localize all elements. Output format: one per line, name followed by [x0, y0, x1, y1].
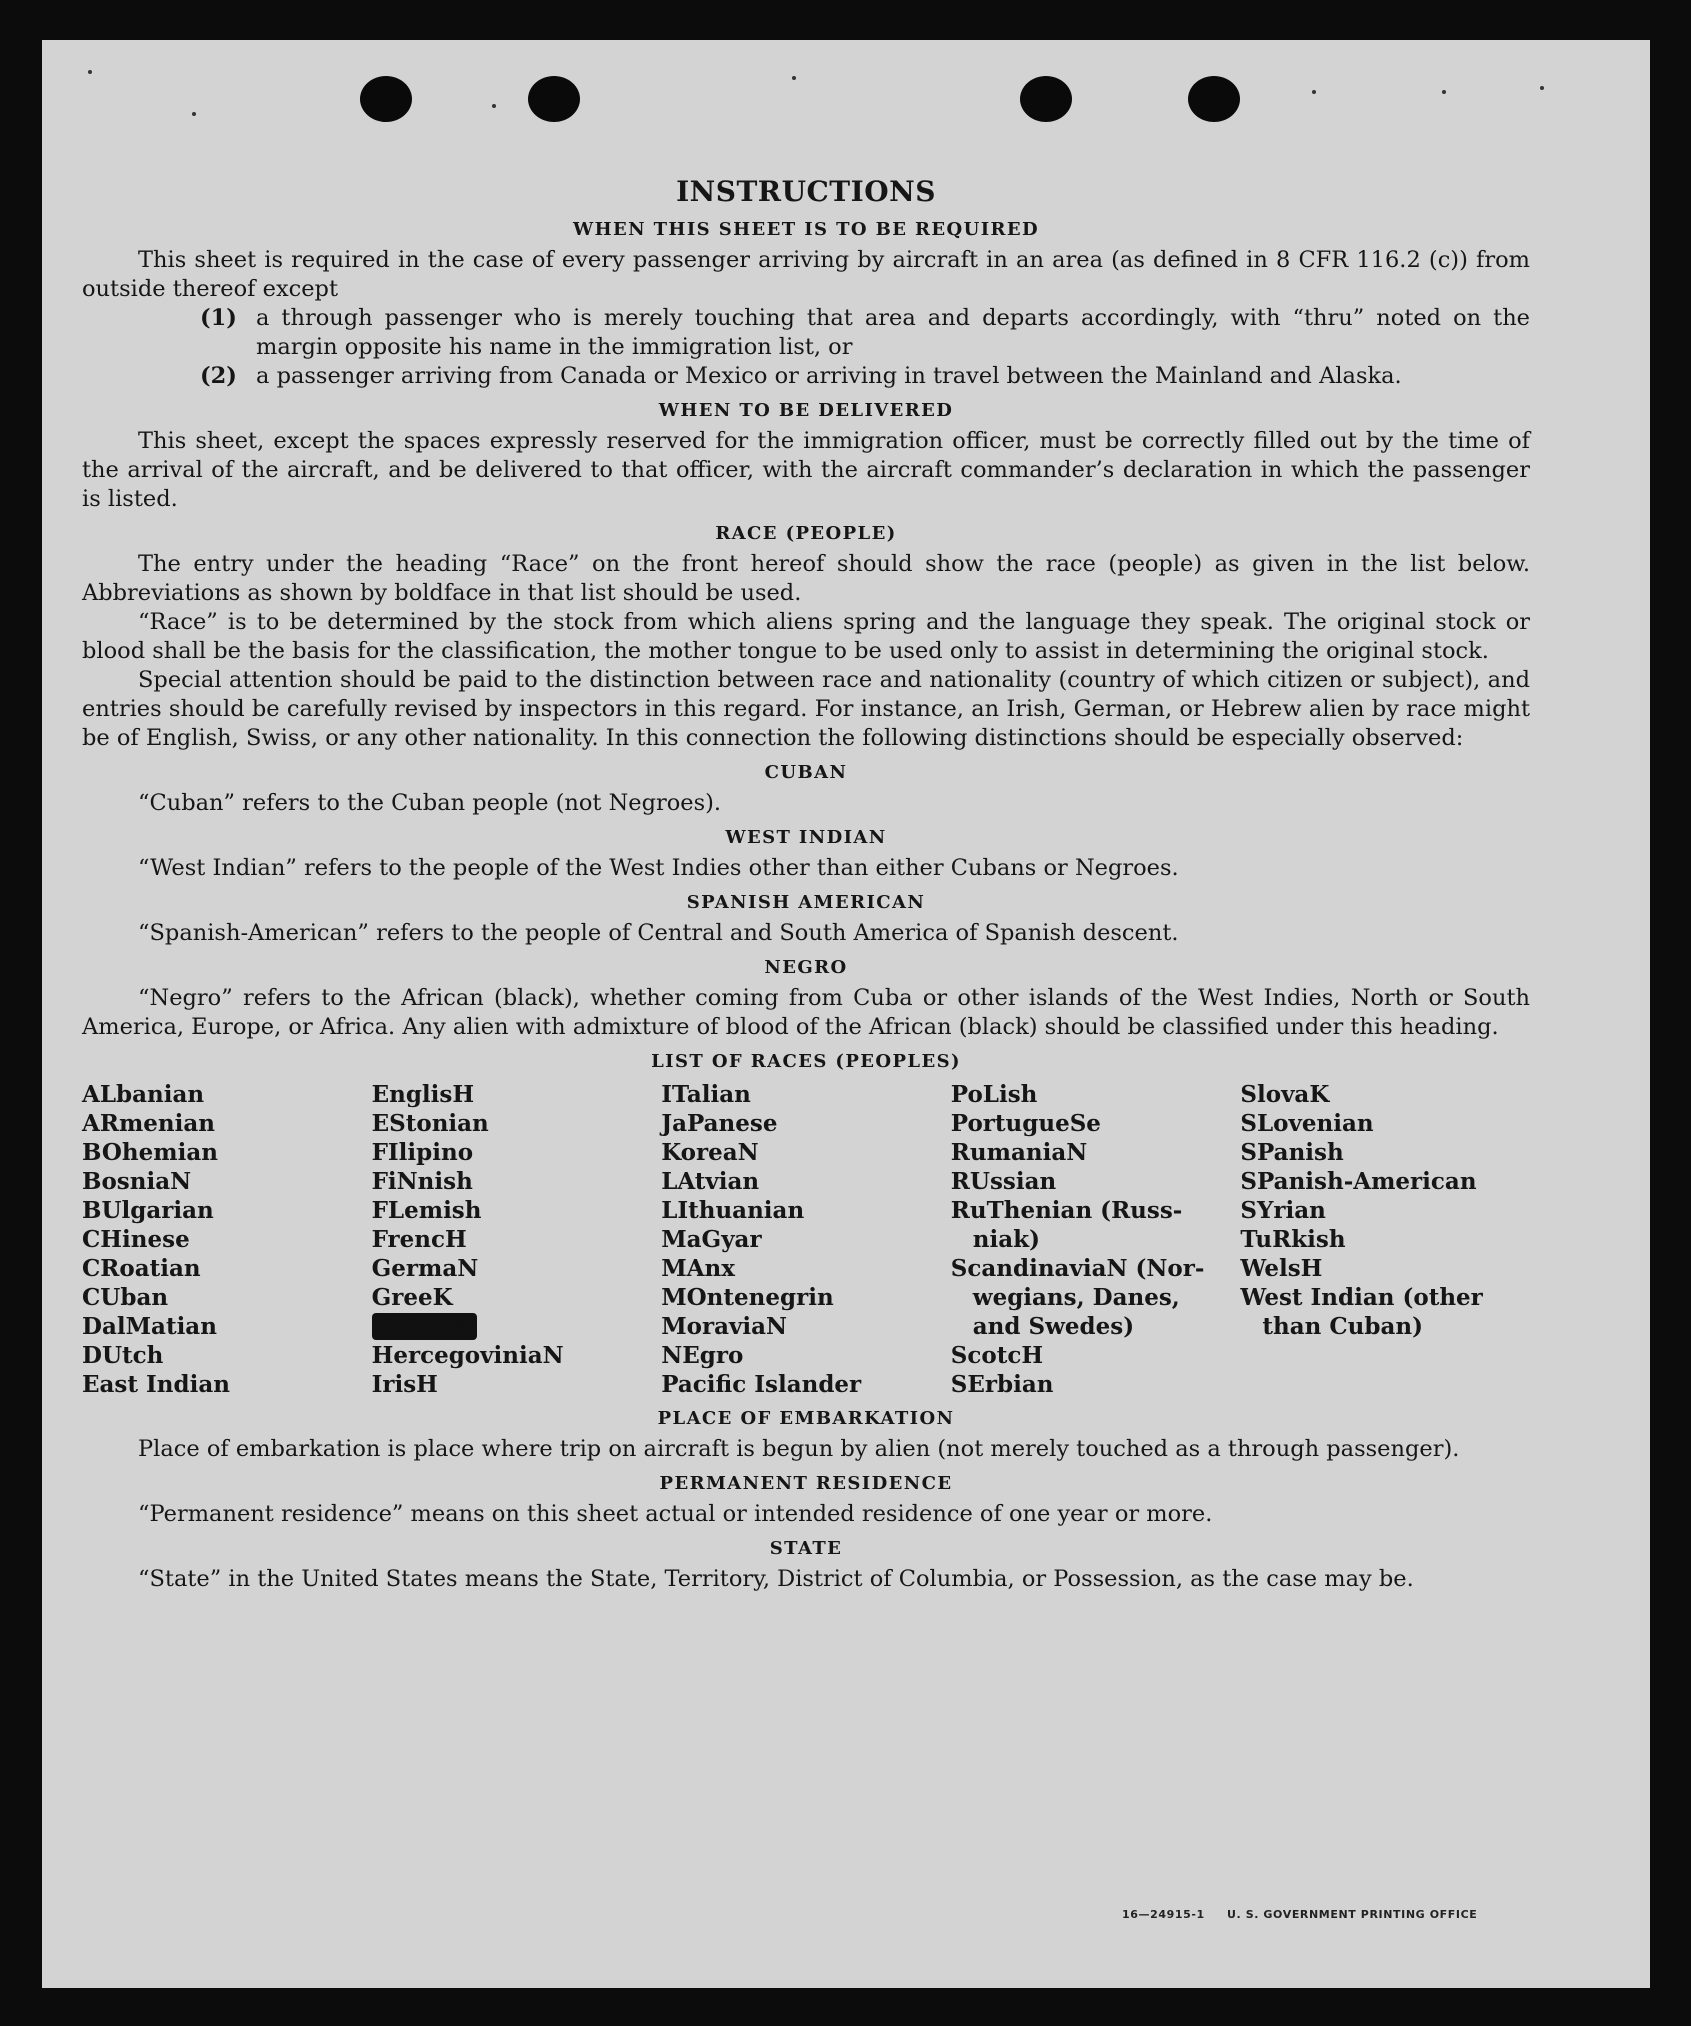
speck	[1442, 90, 1446, 94]
race-entry: NEgro	[661, 1342, 744, 1369]
race-entry: WelsH	[1240, 1255, 1323, 1282]
heading-race: RACE (PEOPLE)	[715, 523, 897, 544]
race-entry: HercegoviniaN	[371, 1342, 564, 1369]
heading-required: WHEN THIS SHEET IS TO BE REQUIRED	[572, 219, 1040, 240]
race-entry: CUban	[82, 1284, 169, 1311]
ink-smear: HebreW	[371, 1313, 477, 1340]
race-entry: EStonian	[371, 1110, 489, 1137]
race-entry: MaGyar	[661, 1226, 762, 1253]
race-entry: FLemish	[371, 1197, 482, 1224]
race-entry: ARmenian	[82, 1110, 216, 1137]
speck	[1540, 86, 1544, 90]
state-text: “State” in the United States means the State, Territory, District of Columbia, or Possession, as the case may be.	[138, 1566, 1414, 1592]
race-entry: West Indian (other	[1240, 1284, 1483, 1311]
race-entry: LIthuanian	[661, 1197, 805, 1224]
item-number: (2)	[200, 363, 237, 389]
race-entry: SYrian	[1240, 1197, 1326, 1224]
races-column-2	[372, 1080, 662, 1399]
race-entry-continued: niak)	[972, 1226, 1040, 1253]
race-entry: RUssian	[950, 1168, 1057, 1195]
race-entry: FrencH	[371, 1226, 467, 1253]
race-entry: GreeK	[371, 1284, 453, 1311]
required-intro: This sheet is required in the case of every passenger arriving by aircraft in an area (as defined in 8 CFR 116.2 (c)) from outside thereof except	[82, 247, 1530, 302]
punch-hole	[1020, 76, 1072, 122]
heading-list-of-races: LIST OF RACES (PEOPLES)	[651, 1051, 961, 1072]
heading-residence: PERMANENT RESIDENCE	[659, 1473, 953, 1494]
west-indian-text: “West Indian” refers to the people of the West Indies other than either Cubans or Negroes.	[138, 855, 1179, 881]
race-entry: EnglisH	[371, 1081, 475, 1108]
speck	[192, 112, 196, 116]
list-item	[82, 362, 1530, 391]
heading-cuban: CUBAN	[764, 762, 848, 783]
race-entry: FIlipino	[371, 1139, 474, 1166]
race-entry: RuThenian (Russ-	[950, 1197, 1183, 1224]
race-entry-continued: wegians, Danes,	[972, 1284, 1180, 1311]
race-entry: LAtvian	[661, 1168, 760, 1195]
item-text: a passenger arriving from Canada or Mexico or arriving in travel between the Mainland and Alaska.	[256, 363, 1402, 389]
race-entry: SLovenian	[1240, 1110, 1374, 1137]
speck	[88, 70, 92, 74]
race-entry: FiNnish	[371, 1168, 473, 1195]
race-entry-continued: than Cuban)	[1262, 1313, 1423, 1340]
cuban-text: “Cuban” refers to the Cuban people (not Negroes).	[138, 790, 722, 816]
race-entry: ALbanian	[82, 1081, 205, 1108]
heading-negro: NEGRO	[764, 957, 848, 978]
race-entry: GermaN	[371, 1255, 479, 1282]
race-paragraph: Special attention should be paid to the distinction between race and nationality (country of which citizen or subject), and entries should be carefully revised by inspectors in this regard. For instance, an Irish, German, or Hebrew alien by race might be of English, Swiss, or any other nationality. In this connection the following distinctions should be especially observed:	[82, 667, 1530, 751]
printer-name: U. S. GOVERNMENT PRINTING OFFICE	[1226, 1908, 1478, 1921]
punch-hole	[1188, 76, 1240, 122]
races-column-5	[1240, 1080, 1530, 1399]
race-paragraph: “Race” is to be determined by the stock from which aliens spring and the language they speak. The original stock or blood shall be the basis for the classification, the mother tongue to be used only to assist in determining the original stock.	[82, 609, 1530, 664]
race-entry: East Indian	[82, 1371, 230, 1398]
race-paragraph: The entry under the heading “Race” on the front hereof should show the race (people) as given in the list below. Abbreviations as shown by boldface in that list should be used.	[82, 551, 1530, 606]
race-entry: BosniaN	[82, 1168, 192, 1195]
page-title: INSTRUCTIONS	[676, 175, 936, 208]
races-list	[82, 1080, 1530, 1399]
race-entry: KoreaN	[661, 1139, 759, 1166]
heading-west-indian: WEST INDIAN	[725, 827, 887, 848]
races-column-4	[951, 1080, 1241, 1399]
race-entry: Pacific Islander	[661, 1371, 862, 1398]
race-entry: DUtch	[82, 1342, 164, 1369]
race-entry: DalMatian	[82, 1313, 217, 1340]
speck	[792, 76, 796, 80]
race-entry: BUlgarian	[82, 1197, 214, 1224]
item-number: (1)	[200, 305, 237, 331]
races-column-3	[661, 1080, 951, 1399]
spanish-american-text: “Spanish-American” refers to the people of Central and South America of Spanish descent.	[138, 920, 1179, 946]
race-entry: MAnx	[661, 1255, 735, 1282]
document-page	[42, 40, 1650, 1988]
race-entry: PortugueSe	[950, 1110, 1101, 1137]
race-entry: RumaniaN	[950, 1139, 1088, 1166]
race-entry: CRoatian	[82, 1255, 201, 1282]
race-entry: ScotcH	[950, 1342, 1044, 1369]
race-entry-continued: and Swedes)	[972, 1313, 1135, 1340]
delivered-text: This sheet, except the spaces expressly reserved for the immigration officer, must be correctly filled out by the time of the arrival of the aircraft, and be delivered to that officer, with the aircraft commander’s declaration in which the passenger is listed.	[82, 428, 1530, 512]
race-entry: SPanish	[1240, 1139, 1344, 1166]
race-entry: SlovaK	[1240, 1081, 1330, 1108]
item-text: a through passenger who is merely touching that area and departs accordingly, with “thru” noted on the margin opposite his name in the immigration list, or	[256, 305, 1530, 360]
race-entry: SErbian	[950, 1371, 1054, 1398]
instructions-body	[82, 170, 1530, 1594]
race-entry-smudged	[372, 1312, 662, 1341]
heading-spanish-american: SPANISH AMERICAN	[686, 892, 926, 913]
heading-delivered: WHEN TO BE DELIVERED	[658, 400, 954, 421]
race-entry: TuRkish	[1240, 1226, 1346, 1253]
race-entry: JaPanese	[661, 1110, 778, 1137]
race-entry: SPanish-American	[1240, 1168, 1477, 1195]
embarkation-text: Place of embarkation is place where trip on aircraft is begun by alien (not merely touched as a through passenger).	[138, 1436, 1460, 1462]
race-entry: MoraviaN	[661, 1313, 788, 1340]
list-item	[82, 304, 1530, 362]
negro-text: “Negro” refers to the African (black), whether coming from Cuba or other islands of the West Indies, North or South America, Europe, or Africa. Any alien with admixture of blood of the African (black) should be classified under this heading.	[82, 985, 1530, 1040]
race-entry: MOntenegrin	[661, 1284, 834, 1311]
punch-hole	[360, 76, 412, 122]
printer-imprint	[1122, 1908, 1477, 1921]
speck	[492, 104, 496, 108]
heading-embarkation: PLACE OF EMBARKATION	[657, 1408, 955, 1429]
heading-state: STATE	[769, 1538, 843, 1559]
race-entry: ScandinaviaN (Nor-	[950, 1255, 1205, 1282]
race-entry: BOhemian	[82, 1139, 218, 1166]
residence-text: “Permanent residence” means on this sheet actual or intended residence of one year or more.	[138, 1501, 1213, 1527]
race-entry: PoLish	[950, 1081, 1038, 1108]
form-number: 16—24915-1	[1122, 1908, 1205, 1921]
race-entry: IrisH	[371, 1371, 438, 1398]
race-entry: ITalian	[661, 1081, 751, 1108]
race-entry: CHinese	[82, 1226, 190, 1253]
speck	[1312, 90, 1316, 94]
races-column-1	[82, 1080, 372, 1399]
punch-hole	[528, 76, 580, 122]
